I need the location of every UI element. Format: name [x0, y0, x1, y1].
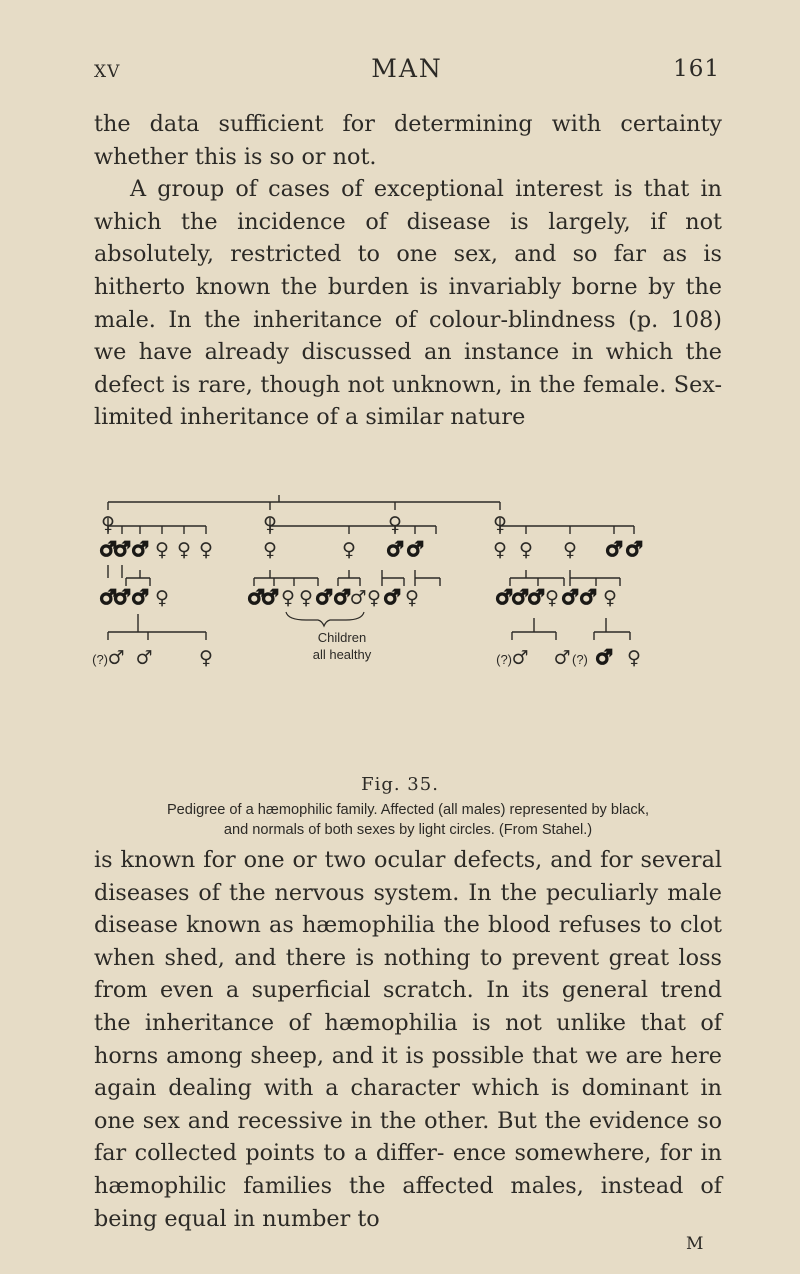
- male-symbol: ♂: [135, 647, 153, 669]
- text-line: is known for one or two ocular defects, and for: [94, 847, 633, 873]
- body-text-upper: [94, 108, 722, 434]
- affected-male-symbol: ♂: [511, 585, 529, 609]
- affected-male-symbol: ♂: [527, 585, 545, 609]
- affected-male-symbol: ♂: [261, 585, 279, 609]
- affected-male-symbol: ♂: [386, 537, 404, 561]
- text-line: which the defect is rare, though not unknown, in the: [94, 339, 722, 398]
- male-symbol: ♂: [511, 647, 529, 669]
- text-line: whether this is so or not.: [94, 143, 377, 170]
- query-note: (?): [92, 652, 108, 667]
- female-symbol: ♀: [155, 587, 169, 609]
- text-line: that we are here again dealing with a character which: [94, 1042, 722, 1102]
- female-symbol: ♀: [405, 587, 419, 609]
- affected-male-symbol: ♂: [315, 585, 333, 609]
- children-note: Children: [317, 630, 367, 645]
- female-symbol: ♀: [199, 647, 213, 669]
- affected-male-symbol: ♂: [383, 585, 401, 609]
- paragraph: [94, 108, 722, 173]
- female-symbol: ♀: [367, 587, 381, 609]
- text-line: the male. In the inheritance of colour-blindness: [94, 273, 722, 333]
- female-symbol: ♀: [519, 539, 533, 561]
- female-symbol: ♀: [545, 587, 559, 609]
- running-header: [94, 54, 720, 94]
- text-line: not unlike that of horns among sheep, and it is possible: [94, 1009, 722, 1069]
- text-line: (p. 108) we have already discussed an instance in: [94, 306, 722, 366]
- affected-male-symbol: ♂: [625, 537, 643, 561]
- caption-line: Pedigree of a hæmophilic family. Affected (all males) represented by black,: [166, 802, 650, 818]
- affected-male-symbol: ♂: [131, 537, 149, 561]
- affected-male-symbol: ♂: [579, 585, 597, 609]
- female-symbol: ♀: [563, 539, 577, 561]
- paragraph: [94, 173, 722, 434]
- female-symbol: ♀: [493, 513, 507, 535]
- female-symbol: ♀: [199, 539, 213, 561]
- affected-male-symbol: ♂: [333, 585, 351, 609]
- brace-mark: [286, 612, 364, 626]
- female-symbol: ♀: [388, 513, 402, 535]
- affected-male-symbol: ♂: [99, 585, 117, 609]
- affected-male-symbol: ♂: [99, 537, 117, 561]
- body-text-lower: [94, 844, 722, 1235]
- paragraph: [94, 844, 722, 1235]
- text-line: absolutely, restricted to one sex, and so far as is: [94, 241, 722, 268]
- caption-line: and normals of both sexes by light circles. (From Stahel.): [223, 822, 593, 838]
- female-symbol: ♀: [627, 647, 641, 669]
- text-line: But the evidence so far collected points to a differ-: [94, 1107, 722, 1167]
- female-symbol: ♀: [493, 539, 507, 561]
- female-symbol: ♀: [299, 587, 313, 609]
- female-symbol: ♀: [603, 587, 617, 609]
- pedigree-figure: [94, 492, 722, 742]
- signature-mark: M: [686, 1234, 705, 1254]
- female-symbol: ♀: [342, 539, 356, 561]
- text-line: is dominant in one sex and recessive in the other.: [94, 1075, 722, 1134]
- affected-male-symbol: ♂: [113, 585, 131, 609]
- male-symbol: ♂: [553, 647, 571, 669]
- affected-male-symbol: ♂: [605, 537, 623, 561]
- affected-male-symbol: ♂: [131, 585, 149, 609]
- page-number: 161: [673, 56, 720, 82]
- text-line: the data sufficient for determining with certainty: [94, 111, 722, 137]
- text-line: female. Sex-limited inheritance of a similar nature: [94, 371, 722, 431]
- text-line: several diseases of the nervous system. In the: [94, 847, 722, 906]
- affected-male-symbol: ♂: [406, 537, 424, 561]
- affected-male-symbol: ♂: [561, 585, 579, 609]
- figure-caption: [94, 800, 722, 840]
- affected-male-symbol: ♂: [247, 585, 265, 609]
- affected-male-symbol: ♂: [495, 585, 513, 609]
- text-line: affected males, instead of being equal in number to: [94, 1172, 722, 1232]
- female-symbol: ♀: [177, 539, 191, 561]
- text-line: ence somewhere, for in hæmophilic families the: [94, 1140, 722, 1199]
- female-symbol: ♀: [263, 513, 277, 535]
- pedigree-diagram: [94, 492, 722, 742]
- text-line: A group of cases of exceptional interest is that: [130, 176, 690, 203]
- female-symbol: ♀: [263, 539, 277, 561]
- female-symbol: ♀: [101, 513, 115, 535]
- healthy-note: all healthy: [312, 647, 372, 662]
- affected-male-symbol: ♂: [113, 537, 131, 561]
- query-note: (?): [572, 652, 588, 667]
- text-line: blood refuses to clot when shed, and there is nothing: [94, 912, 722, 971]
- male-symbol: ♂: [349, 587, 367, 609]
- female-symbol: ♀: [155, 539, 169, 561]
- figure-label: Fig. 35.: [361, 774, 439, 795]
- chapter-number: XV: [94, 62, 121, 82]
- text-line: to prevent great loss from even a superficial scratch.: [94, 944, 722, 1004]
- query-note: (?): [496, 652, 512, 667]
- running-title: MAN: [371, 54, 443, 83]
- male-symbol: ♂: [107, 647, 125, 669]
- female-symbol: ♀: [281, 587, 295, 609]
- text-line: in which the incidence of disease is largely, if not: [94, 176, 722, 235]
- text-line: hitherto known the burden is invariably borne by: [94, 273, 675, 300]
- text-line: peculiarly male disease known as hæmophilia the: [94, 879, 723, 939]
- affected-male-symbol: ♂: [595, 645, 613, 669]
- text-line: In its general trend the inheritance of hæmophilia is: [94, 977, 722, 1036]
